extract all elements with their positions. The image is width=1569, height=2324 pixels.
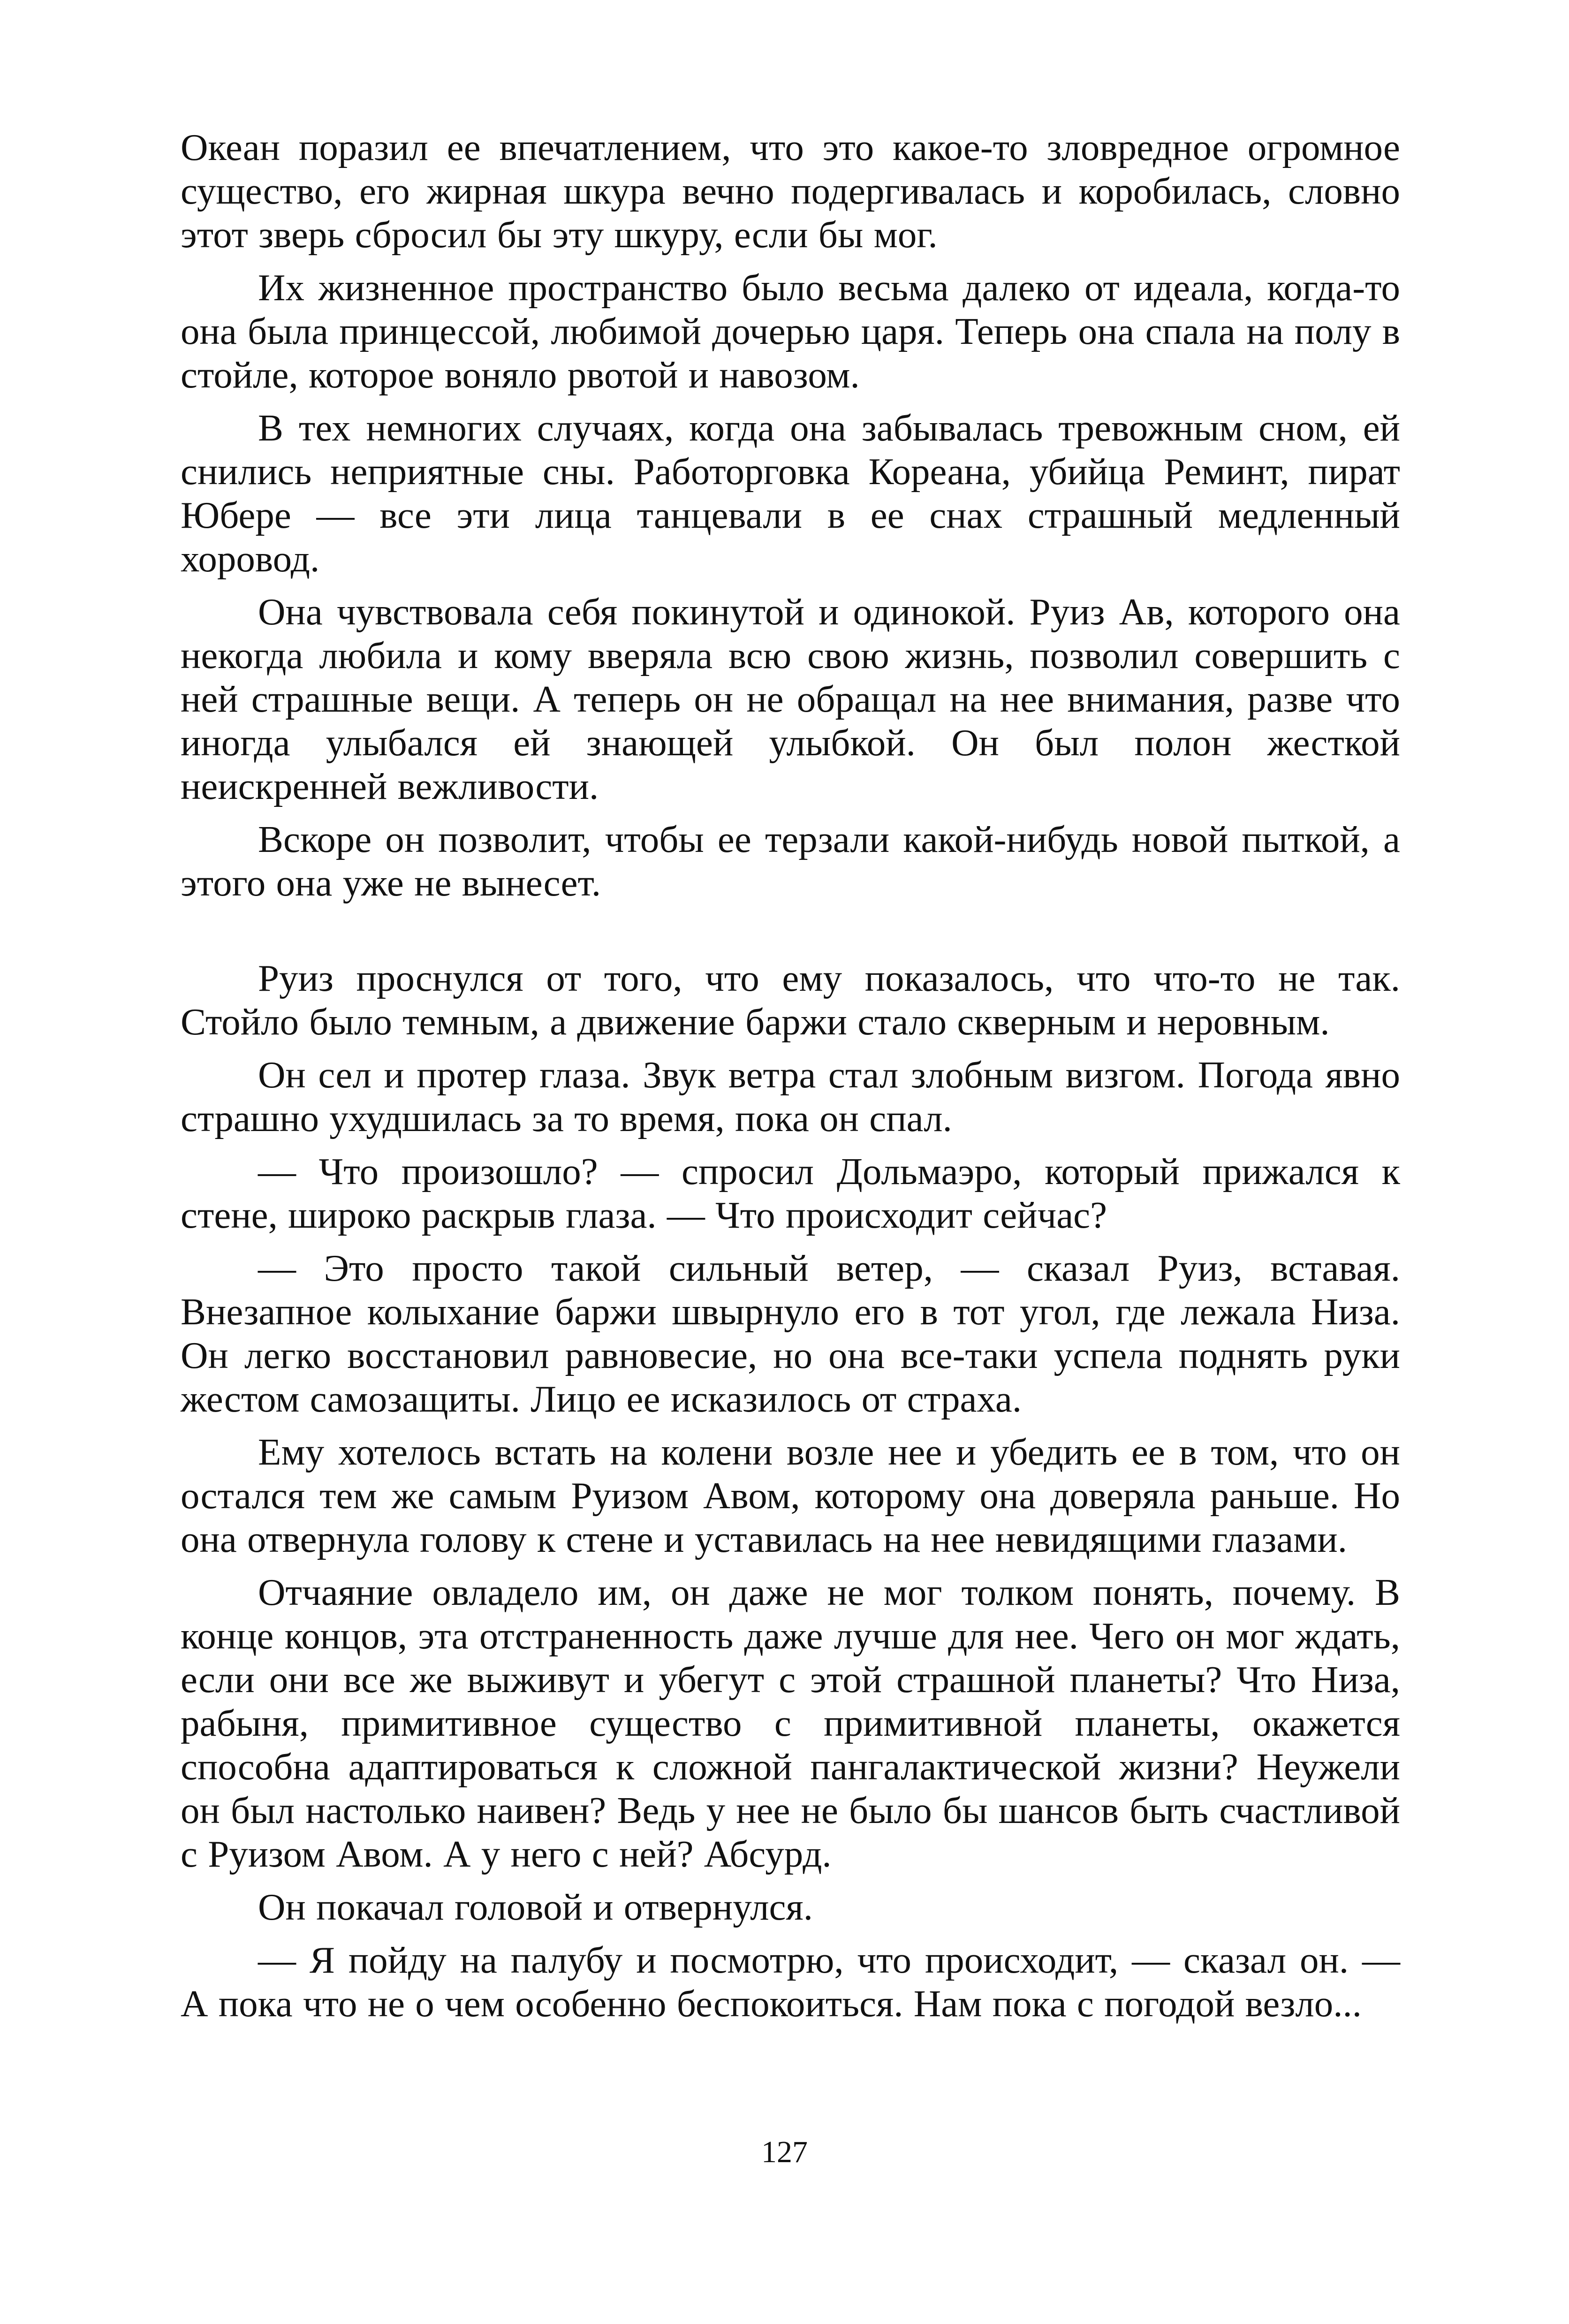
page-body — [181, 126, 1400, 2026]
paragraph: Их жизненное пространство было весьма далеко от идеала, когда-то она была принцессой, любимой дочерью царя. Теперь она спала на полу в стойле, которое воняло рвотой и навозом. — [181, 266, 1400, 396]
paragraph: Вскоре он позволит, чтобы ее терзали какой-нибудь новой пыткой, а этого она уже не вынесет. — [181, 818, 1400, 904]
section-break — [181, 905, 1400, 957]
dialogue-paragraph: — Что произошло? — спросил Дольмаэро, который прижался к стене, широко раскрыв глаза. — Что происходит сейчас? — [181, 1150, 1400, 1236]
paragraph: Он покачал головой и отвернулся. — [258, 1886, 813, 1928]
paragraph: Ему хотелось встать на колени возле нее и убедить ее в том, что он остался тем же самым Руизом Авом, которому она доверяла раньше. Но она отвернула голову к стене и уставилась на нее невидящими глазами. — [181, 1431, 1400, 1560]
dialogue-paragraph: — Это просто такой сильный ветер, — сказал Руиз, вставая. Внезапное колыхание баржи швырнуло его в тот угол, где лежала Низа. Он легко восстановил равновесие, но она все-таки успела поднять руки жестом самозащиты. Лицо ее исказилось от страха. — [181, 1247, 1400, 1420]
page-number: 127 — [761, 2135, 808, 2169]
paragraph: В тех немногих случаях, когда она забывалась тревожным сном, ей снились неприятные сны. Работорговка Кореана, убийца Реминт, пират Юбере — все эти лица танцевали в ее снах страшный медленный хоровод. — [181, 407, 1400, 580]
paragraph: Океан поразил ее впечатлением, что это какое-то зловредное огромное существо, его жирная шкура вечно подергивалась и коробилась, словно этот зверь сбросил бы эту шкуру, если бы мог. — [181, 126, 1400, 256]
paragraph: Он сел и протер глаза. Звук ветра стал злобным визгом. Погода явно страшно ухудшилась за то время, пока он спал. — [181, 1054, 1400, 1139]
paragraph: Руиз проснулся от того, что ему показалось, что что-то не так. Стойло было темным, а движение баржи стало скверным и неровным. — [181, 957, 1400, 1043]
paragraph: Отчаяние овладело им, он даже не мог толком понять, почему. В конце концов, эта отстраненность даже лучше для нее. Чего он мог ждать, если они все же выживут и убегут с этой страшной планеты? Что Низа, рабыня, примитивное существо с примитивной планеты, окажется способна адаптироваться к сложной пангалактической жизни? Неужели он был настолько наивен? Ведь у нее не было бы шансов быть счастливой с Руизом Авом. А у него с ней? Абсурд. — [181, 1571, 1400, 1875]
paragraph: Она чувствовала себя покинутой и одинокой. Руиз Ав, которого она некогда любила и кому вверяла всю свою жизнь, позволил совершить с ней страшные вещи. А теперь он не обращал на нее внимания, разве что иногда улыбался ей знающей улыбкой. Он был полон жесткой неискренней вежливости. — [181, 591, 1400, 807]
dialogue-paragraph: — Я пойду на палубу и посмотрю, что происходит, — сказал он. — А пока что не о чем особенно беспокоиться. Нам пока с погодой везло... — [181, 1939, 1400, 2025]
